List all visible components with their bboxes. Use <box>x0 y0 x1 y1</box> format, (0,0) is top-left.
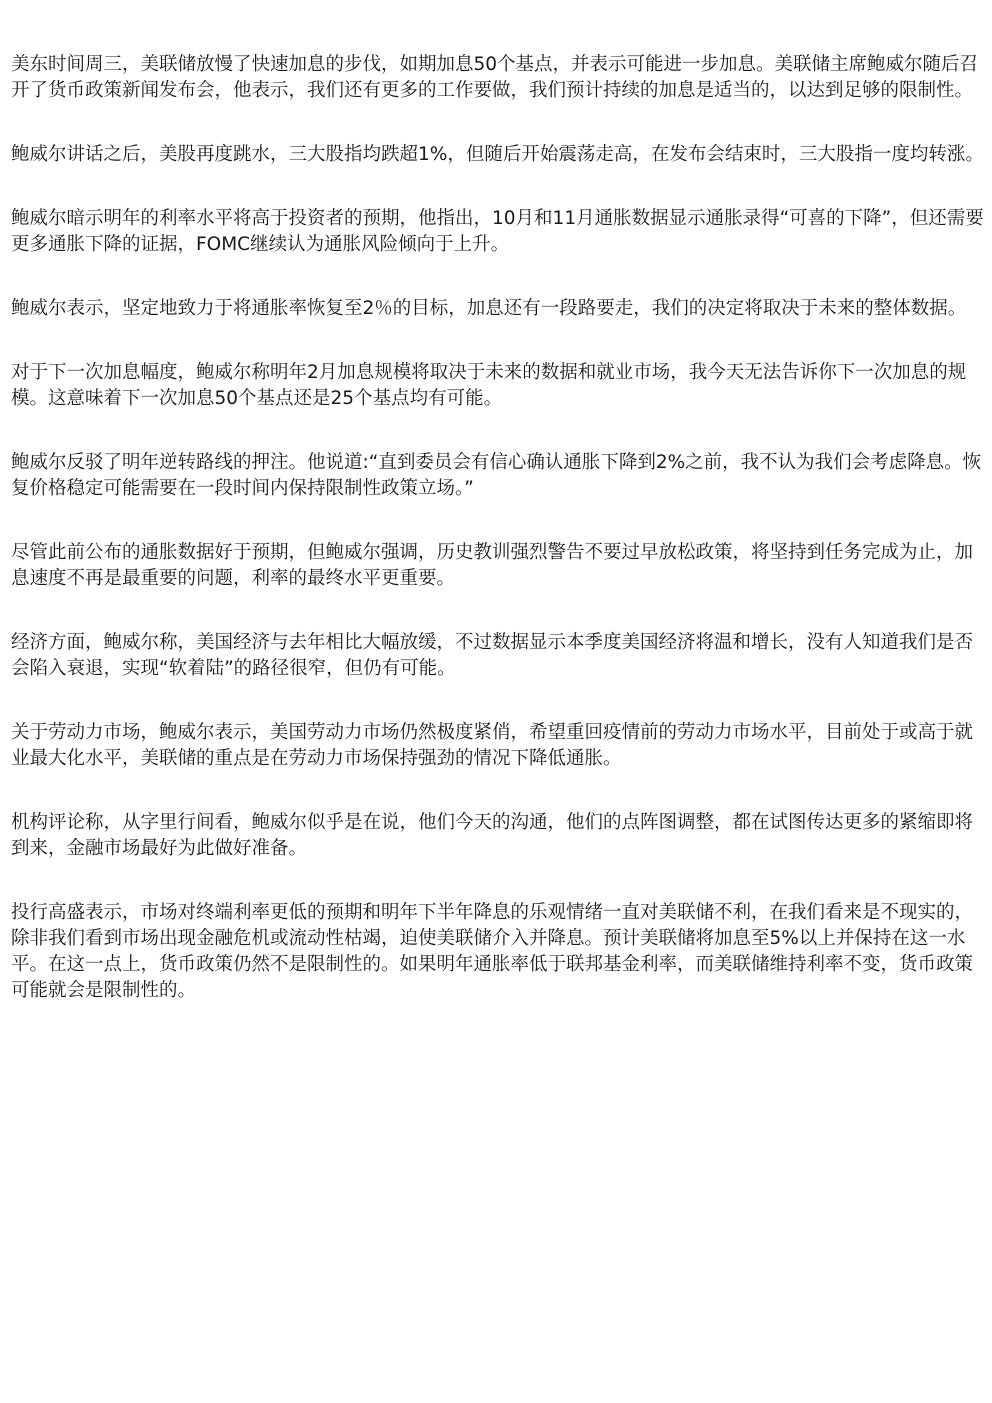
paragraph-5: 对于下一次加息幅度，鲍威尔称明年2月加息规模将取决于未来的数据和就业市场，我今天无法告诉你下一次加息的规模。这意味着下一次加息50个基点还是25个基点均有可能。 <box>11 362 967 409</box>
paragraph-2: 鲍威尔讲话之后，美股再度跳水，三大股指均跌超1%，但随后开始震荡走高，在发布会结束时，三大股指一度均转涨。 <box>11 144 984 165</box>
paragraph-10: 机构评论称，从字里行间看，鲍威尔似乎是在说，他们今天的沟通，他们的点阵图调整，都在试图传达更多的紧缩即将到来，金融市场最好为此做好准备。 <box>11 812 974 859</box>
paragraph-3: 鲍威尔暗示明年的利率水平将高于投资者的预期，他指出，10月和11月通胀数据显示通胀录得“可喜的下降”，但还需要更多通胀下降的证据，FOMC继续认为通胀风险倾向于上升。 <box>11 208 984 255</box>
paragraph-1: 美东时间周三，美联储放慢了快速加息的步伐，如期加息50个基点，并表示可能进一步加息。美联储主席鲍威尔随后召开了货币政策新闻发布会，他表示，我们还有更多的工作要做，我们预计持续的加息是适当的，以达到足够的限制性。 <box>11 54 979 101</box>
paragraph-9: 关于劳动力市场，鲍威尔表示，美国劳动力市场仍然极度紧俏，希望重回疫情前的劳动力市场水平，目前处于或高于就业最大化水平，美联储的重点是在劳动力市场保持强劲的情况下降低通胀。 <box>11 722 974 769</box>
paragraph-6: 鲍威尔反驳了明年逆转路线的押注。他说道:“直到委员会有信心确认通胀下降到2%之前，我不认为我们会考虑降息。恢复价格稳定可能需要在一段时间内保持限制性政策立场。” <box>11 452 982 499</box>
paragraph-4: 鲍威尔表示，坚定地致力于将通胀率恢复至2％的目标，加息还有一段路要走，我们的决定将取决于未来的整体数据。 <box>11 298 967 319</box>
paragraph-11: 投行高盛表示，市场对终端利率更低的预期和明年下半年降息的乐观情绪一直对美联储不利，在我们看来是不现实的，除非我们看到市场出现金融危机或流动性枯竭，迫使美联储介入并降息。预计美联储将加息至5%以上并保持在这一水平。在这一点上，货币政策仍然不是限制性的。如果明年通胀率低于联邦基金利率，而美联储维持利率不变，货币政策可能就会是限制性的。 <box>11 902 974 1001</box>
paragraph-7: 尽管此前公布的通胀数据好于预期，但鲍威尔强调，历史教训强烈警告不要过早放松政策，将坚持到任务完成为止，加息速度不再是最重要的问题，利率的最终水平更重要。 <box>11 542 974 589</box>
paragraph-8: 经济方面，鲍威尔称，美国经济与去年相比大幅放缓，不过数据显示本季度美国经济将温和增长，没有人知道我们是否会陷入衰退，实现“软着陆”的路径很窄，但仍有可能。 <box>11 632 974 679</box>
article-body <box>11 52 986 1042</box>
